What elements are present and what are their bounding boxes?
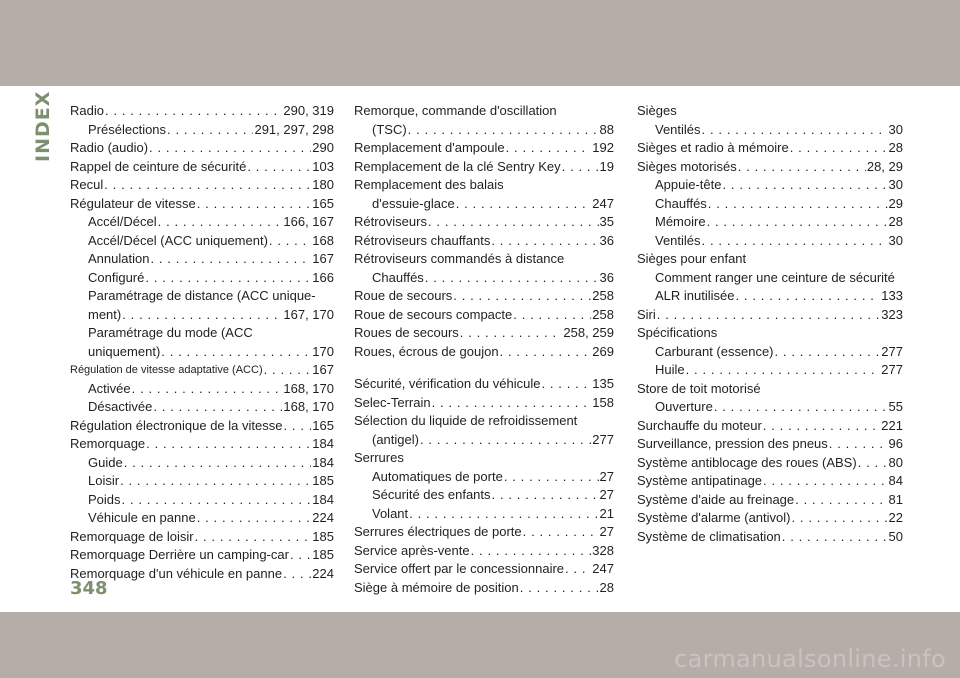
index-entry — [637, 528, 903, 547]
index-entry — [354, 523, 614, 542]
leader-dots — [432, 394, 592, 413]
index-entry — [354, 213, 614, 232]
index-term: Recul — [70, 177, 104, 192]
leader-dots — [736, 287, 881, 306]
index-page-ref: 165 — [312, 417, 334, 433]
index-page-ref: 36 — [599, 269, 614, 285]
index-heading: Remorque, commande d'oscillation — [354, 103, 557, 118]
index-term: Service offert par le concessionnaire — [354, 561, 565, 576]
index-entry — [70, 528, 334, 547]
index-entry — [637, 232, 903, 251]
index-entry — [637, 176, 903, 195]
leader-dots — [858, 454, 888, 473]
index-entry — [70, 472, 334, 491]
index-entry — [637, 121, 903, 140]
leader-dots — [161, 343, 311, 362]
index-page-ref: 180 — [312, 177, 334, 192]
index-entry — [70, 417, 334, 436]
leader-dots — [197, 195, 312, 214]
index-term: Volant — [372, 505, 409, 521]
leader-dots — [702, 121, 888, 140]
index-term: Mémoire — [655, 214, 706, 229]
index-term: Présélections — [88, 121, 167, 137]
leader-dots — [504, 468, 599, 487]
index-entry — [637, 287, 903, 306]
index-entry — [354, 431, 614, 450]
index-term: Remorquage d'un véhicule en panne — [70, 565, 283, 581]
index-heading: Sièges pour enfant — [637, 251, 747, 266]
index-term: Huile — [655, 362, 685, 377]
index-entry — [70, 102, 334, 121]
leader-dots — [290, 546, 311, 565]
index-term: Véhicule en panne — [88, 510, 196, 525]
index-page-ref: 133 — [881, 288, 903, 303]
index-heading: Paramétrage du mode (ACC — [88, 325, 253, 340]
index-page-ref: 30 — [888, 232, 903, 248]
index-term: Remplacement d'ampoule — [354, 140, 505, 155]
leader-dots — [122, 491, 312, 510]
index-term: Surchauffe du moteur — [637, 417, 762, 433]
leader-dots — [105, 102, 282, 121]
index-term: Roue de secours compacte — [354, 306, 513, 322]
index-page-ref: 28, 29 — [866, 158, 903, 174]
index-page-ref: 224 — [312, 510, 334, 525]
leader-dots — [657, 306, 881, 325]
index-term: Sécurité des enfants — [372, 487, 491, 502]
index-page-ref: 167, 170 — [283, 306, 334, 322]
index-entry — [354, 287, 614, 306]
index-term: Remplacement de la clé Sentry Key — [354, 158, 561, 174]
index-page-ref: 258, 259 — [563, 325, 614, 340]
index-page-ref: 88 — [599, 121, 614, 137]
index-term: Sièges et radio à mémoire — [637, 140, 789, 155]
index-entry — [70, 435, 334, 454]
leader-dots — [795, 491, 887, 510]
index-page-ref: 27 — [599, 524, 614, 539]
index-page-ref: 81 — [888, 491, 903, 507]
leader-dots — [782, 528, 888, 547]
index-page-ref: 27 — [599, 487, 614, 502]
index-heading: Spécifications — [637, 325, 718, 340]
index-term: Selec-Terrain — [354, 394, 431, 410]
index-term: Siri — [637, 306, 656, 322]
index-term: Rétroviseurs — [354, 214, 427, 229]
index-term: Radio (audio) — [70, 140, 149, 155]
index-page-ref: 80 — [888, 454, 903, 470]
index-entry — [354, 324, 614, 343]
index-page-ref: 224 — [312, 565, 334, 581]
index-page-ref: 28 — [599, 579, 614, 595]
index-term: Régulation électronique de la vitesse — [70, 417, 283, 433]
index-page-ref: 158 — [592, 394, 614, 410]
index-heading: Store de toit motorisé — [637, 380, 761, 396]
index-term: Configuré — [88, 269, 145, 285]
index-entry — [70, 454, 334, 473]
index-term: Sièges motorisés — [637, 158, 737, 174]
index-page-ref: 165 — [312, 195, 334, 211]
index-heading: Rétroviseurs commandés à distance — [354, 251, 565, 266]
index-entry — [637, 139, 903, 158]
index-heading: Serrures — [354, 450, 404, 465]
index-page-ref: 258 — [592, 306, 614, 322]
index-page-ref: 84 — [888, 473, 903, 488]
index-term: Roues, écrous de goujon — [354, 343, 499, 359]
index-entry — [354, 375, 614, 394]
index-page-ref: 221 — [881, 417, 903, 433]
index-term: Radio — [70, 103, 104, 118]
index-entry — [637, 398, 903, 417]
leader-dots — [149, 139, 311, 158]
header-band — [0, 0, 960, 86]
index-entry — [354, 394, 614, 413]
index-term: Ventilés — [655, 121, 701, 137]
index-term: d'essuie-glace — [372, 195, 455, 211]
index-page-ref: 19 — [599, 158, 614, 174]
index-entry — [70, 195, 334, 214]
index-entry — [354, 542, 614, 561]
index-page-ref: 277 — [881, 343, 903, 359]
index-term: ALR inutilisée — [655, 288, 735, 303]
index-page-ref: 323 — [881, 306, 903, 322]
leader-dots — [456, 195, 592, 214]
index-entry — [70, 343, 334, 362]
index-term: Activée — [88, 380, 131, 396]
index-page-ref: 290, 319 — [283, 103, 334, 118]
index-page-ref: 168, 170 — [283, 399, 334, 414]
index-heading: Comment ranger une ceinture de sécurité — [655, 269, 895, 285]
index-term: Système de climatisation — [637, 528, 781, 544]
index-page-ref: 185 — [312, 547, 334, 562]
leader-dots — [409, 505, 598, 524]
index-entry — [354, 486, 614, 505]
index-entry — [637, 213, 903, 232]
index-entry — [637, 195, 903, 214]
leader-dots — [167, 121, 253, 140]
leader-dots — [708, 195, 888, 214]
index-term: Carburant (essence) — [655, 343, 774, 359]
leader-dots — [492, 486, 599, 505]
leader-dots — [197, 509, 312, 528]
leader-dots — [523, 523, 599, 542]
index-term: Siège à mémoire de position — [354, 579, 519, 595]
index-page-ref: 170 — [312, 343, 334, 359]
index-entry — [354, 269, 614, 288]
index-page-ref: 29 — [888, 195, 903, 211]
leader-dots — [428, 213, 599, 232]
leader-dots — [264, 361, 312, 380]
section-gap — [354, 361, 614, 375]
index-page-ref: 168, 170 — [283, 380, 334, 396]
index-entry — [70, 121, 334, 140]
index-page-ref: 27 — [599, 468, 614, 484]
index-page-ref: 184 — [312, 491, 334, 507]
index-page-ref: 328 — [592, 542, 614, 558]
index-entry — [70, 158, 334, 177]
index-side-tab: INDEX — [32, 90, 54, 162]
index-term: (TSC) — [372, 121, 407, 137]
index-entry — [70, 361, 334, 380]
index-term: Remorquage Derrière un camping-car — [70, 547, 289, 562]
index-entry — [70, 269, 334, 288]
index-page-ref: 135 — [592, 376, 614, 391]
index-term: Accél/Décel — [88, 214, 157, 229]
index-entry — [70, 139, 334, 158]
index-term: Remorquage — [70, 436, 146, 451]
index-page-ref: 55 — [888, 399, 903, 414]
index-heading: Sélection du liquide de refroidissement — [354, 413, 578, 428]
leader-dots — [686, 361, 881, 380]
leader-dots — [150, 250, 311, 269]
leader-dots — [122, 306, 282, 325]
index-entry — [354, 195, 614, 214]
leader-dots — [420, 431, 591, 450]
index-entry — [70, 176, 334, 195]
leader-dots — [829, 435, 888, 454]
index-entry — [70, 232, 334, 251]
leader-dots — [763, 417, 881, 436]
index-page-ref: 22 — [888, 510, 903, 525]
index-term: (antigel) — [372, 431, 419, 447]
index-page-ref: 185 — [312, 473, 334, 488]
index-entry — [354, 121, 614, 140]
index-term: Système d'aide au freinage — [637, 491, 795, 507]
index-term: Chauffés — [655, 195, 707, 211]
index-entry — [637, 435, 903, 454]
leader-dots — [702, 232, 888, 251]
leader-dots — [158, 213, 283, 232]
leader-dots — [471, 542, 592, 561]
index-entry — [354, 505, 614, 524]
index-page-ref: 28 — [888, 214, 903, 229]
index-entry — [354, 306, 614, 325]
leader-dots — [790, 139, 888, 158]
leader-dots — [506, 139, 592, 158]
index-entry — [637, 491, 903, 510]
index-page-ref: 103 — [312, 158, 334, 174]
index-term: Annulation — [88, 251, 150, 266]
index-page-ref: 258 — [592, 288, 614, 303]
index-page-ref: 21 — [599, 505, 614, 521]
index-page-ref: 269 — [592, 343, 614, 359]
leader-dots — [247, 158, 311, 177]
index-entry — [70, 398, 334, 417]
leader-dots — [145, 269, 311, 288]
leader-dots — [132, 380, 283, 399]
index-page-ref: 36 — [599, 232, 614, 248]
index-entry — [354, 579, 614, 598]
index-page-ref: 168 — [312, 232, 334, 248]
index-entry — [70, 509, 334, 528]
leader-dots — [269, 232, 311, 251]
index-term: Régulation de vitesse adaptative (ACC) — [70, 364, 263, 376]
index-term: Appuie-tête — [655, 177, 722, 192]
index-term: Guide — [88, 454, 123, 470]
index-page-ref: 167 — [312, 251, 334, 266]
index-term: Désactivée — [88, 399, 153, 414]
index-entry — [637, 417, 903, 436]
index-heading: Paramétrage de distance (ACC unique- — [88, 288, 316, 303]
index-page-ref: 30 — [888, 177, 903, 192]
index-page-ref: 166 — [312, 269, 334, 285]
leader-dots — [791, 509, 887, 528]
leader-dots — [104, 176, 311, 195]
leader-dots — [283, 565, 311, 584]
index-heading: Remplacement des balais — [354, 177, 504, 192]
watermark: carmanualsonline.info — [674, 645, 946, 673]
index-term: Loisir — [88, 473, 120, 488]
index-entry — [637, 509, 903, 528]
index-term: Roues de secours — [354, 325, 459, 340]
index-page-ref: 290 — [312, 140, 334, 155]
index-term: Chauffés — [372, 269, 424, 285]
index-term: Surveillance, pression des pneus — [637, 436, 828, 451]
index-entry — [637, 361, 903, 380]
index-entry — [70, 565, 334, 584]
leader-dots — [195, 528, 312, 547]
leader-dots — [520, 579, 599, 598]
index-page-ref: 28 — [888, 140, 903, 155]
index-term: Automatiques de porte — [372, 468, 503, 484]
index-column-2 — [354, 102, 614, 597]
index-entry — [637, 472, 903, 491]
index-column-1 — [70, 102, 334, 583]
leader-dots — [491, 232, 598, 251]
index-entry — [354, 343, 614, 362]
leader-dots — [120, 472, 311, 491]
leader-dots — [738, 158, 866, 177]
index-term: Service après-vente — [354, 542, 470, 558]
index-term: ment) — [88, 306, 122, 322]
index-page-ref: 192 — [592, 140, 614, 155]
index-heading: Sièges — [637, 103, 677, 118]
leader-dots — [425, 269, 599, 288]
index-page-ref: 30 — [888, 121, 903, 137]
index-term: Accél/Décel (ACC uniquement) — [88, 232, 268, 248]
index-entry — [70, 213, 334, 232]
index-entry — [354, 158, 614, 177]
index-term: uniquement) — [88, 343, 161, 359]
leader-dots — [283, 417, 311, 436]
leader-dots — [775, 343, 881, 362]
index-entry — [354, 560, 614, 579]
leader-dots — [500, 343, 592, 362]
index-page-ref: 184 — [312, 436, 334, 451]
index-page-ref: 247 — [592, 195, 614, 211]
index-term: Ouverture — [655, 399, 713, 414]
index-term: Ventilés — [655, 232, 701, 248]
leader-dots — [541, 375, 591, 394]
index-term: Roue de secours — [354, 288, 453, 303]
leader-dots — [763, 472, 888, 491]
index-term: Poids — [88, 491, 121, 507]
index-page-ref: 277 — [592, 431, 614, 447]
leader-dots — [460, 324, 563, 343]
leader-dots — [565, 560, 591, 579]
index-term: Remorquage de loisir — [70, 528, 194, 544]
index-page-ref: 50 — [888, 528, 903, 544]
leader-dots — [707, 213, 888, 232]
leader-dots — [723, 176, 888, 195]
index-page-ref: 167 — [312, 362, 334, 377]
index-term: Rétroviseurs chauffants — [354, 232, 491, 248]
index-term: Système antiblocage des roues (ABS) — [637, 454, 857, 470]
index-entry — [70, 546, 334, 565]
index-entry — [637, 306, 903, 325]
index-entry — [70, 250, 334, 269]
index-entry — [637, 343, 903, 362]
index-entry — [70, 380, 334, 399]
index-entry — [637, 158, 903, 177]
index-term: Système antipatinage — [637, 473, 763, 488]
leader-dots — [124, 454, 312, 473]
leader-dots — [146, 435, 311, 454]
leader-dots — [153, 398, 282, 417]
leader-dots — [453, 287, 591, 306]
leader-dots — [513, 306, 591, 325]
index-entry — [70, 306, 334, 325]
index-page-ref: 184 — [312, 454, 334, 470]
index-term: Sécurité, vérification du véhicule — [354, 376, 541, 391]
index-term: Système d'alarme (antivol) — [637, 510, 791, 525]
index-page-ref: 185 — [312, 528, 334, 544]
index-term: Rappel de ceinture de sécurité — [70, 158, 247, 174]
index-column-3 — [637, 102, 903, 546]
index-page-ref: 277 — [881, 362, 903, 377]
index-page-ref: 247 — [592, 561, 614, 576]
index-entry — [354, 139, 614, 158]
index-page-ref: 35 — [599, 214, 614, 229]
leader-dots — [714, 398, 888, 417]
index-term: Serrures électriques de porte — [354, 524, 522, 539]
index-entry — [354, 232, 614, 251]
page-number: 348 — [70, 578, 108, 599]
index-term: Régulateur de vitesse — [70, 195, 196, 211]
index-page-ref: 166, 167 — [283, 214, 334, 229]
index-entry — [354, 468, 614, 487]
leader-dots — [408, 121, 599, 140]
leader-dots — [562, 158, 599, 177]
index-page-ref: 291, 297, 298 — [254, 121, 334, 137]
index-page-ref: 96 — [888, 436, 903, 451]
index-entry — [637, 454, 903, 473]
index-entry — [70, 491, 334, 510]
